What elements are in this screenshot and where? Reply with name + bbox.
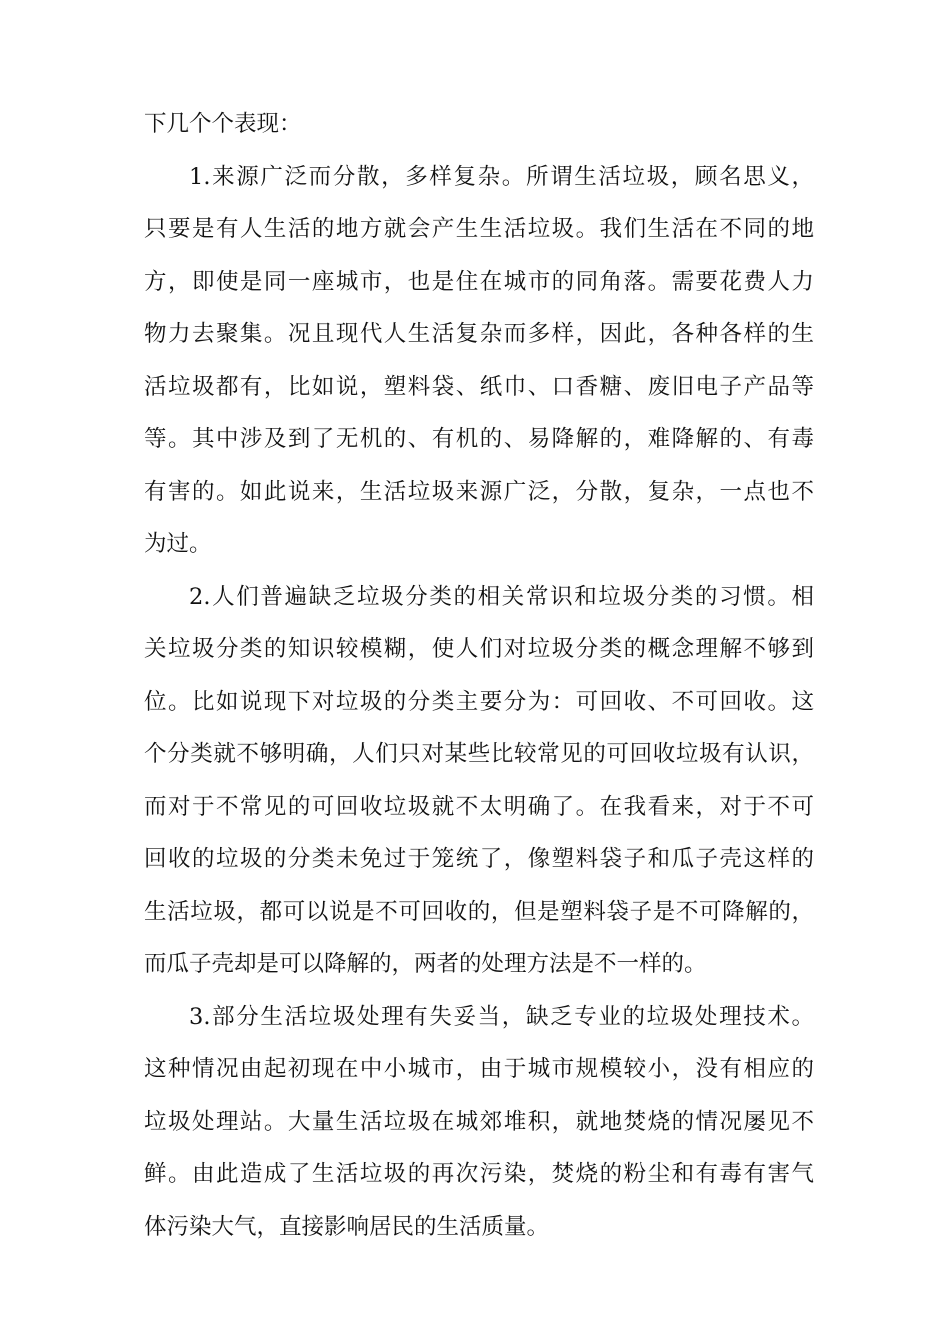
paragraph-line: 为过。 [144,531,212,557]
paragraph-line: 下几个个表现： [144,111,302,137]
paragraph-line: 位。比如说现下对垃圾的分类主要分为：可回收、不可回收。这 [144,688,814,715]
paragraph-line: 生活垃圾，都可以说是不可回收的，但是塑料袋子是不可降解的， [144,898,814,925]
paragraph-line: 1.来源广泛而分散，多样复杂。所谓生活垃圾，顾名思义， [189,163,814,190]
paragraph-classification [144,571,814,991]
paragraph-line: 活垃圾都有，比如说，塑料袋、纸巾、口香糖、废旧电子产品等 [144,373,814,400]
document-body [144,98,814,1253]
paragraph-line: 鲜。由此造成了生活垃圾的再次污染，焚烧的粉尘和有毒有害气 [144,1161,814,1187]
intro-paragraph [144,98,814,151]
paragraph-line: 等。其中涉及到了无机的、有机的、易降解的，难降解的、有毒 [144,426,814,452]
paragraph-line: 3.部分生活垃圾处理有失妥当，缺乏专业的垃圾处理技术。 [189,1003,814,1030]
paragraph-processing [144,991,814,1254]
paragraph-line: 有害的。如此说来，生活垃圾来源广泛，分散，复杂，一点也不 [144,478,814,505]
paragraph-line: 关垃圾分类的知识较模糊，使人们对垃圾分类的概念理解不够到 [144,636,814,662]
paragraph-line: 2.人们普遍缺乏垃圾分类的相关常识和垃圾分类的习惯。相 [189,583,814,610]
paragraph-line: 而对于不常见的可回收垃圾就不太明确了。在我看来，对于不可 [144,793,814,820]
paragraph-line: 物力去聚集。况且现代人生活复杂而多样，因此，各种各样的生 [144,321,814,347]
paragraph-line: 回收的垃圾的分类未免过于笼统了，像塑料袋子和瓜子壳这样的 [144,846,814,872]
paragraph-line: 这种情况由起初现在中小城市，由于城市规模较小，没有相应的 [144,1056,814,1082]
paragraph-line: 垃圾处理站。大量生活垃圾在城郊堆积，就地焚烧的情况屡见不 [144,1108,814,1135]
paragraph-line: 个分类就不够明确，人们只对某些比较常见的可回收垃圾有认识， [144,741,814,767]
paragraph-line: 只要是有人生活的地方就会产生生活垃圾。我们生活在不同的地 [144,216,814,242]
paragraph-line: 而瓜子壳却是可以降解的，两者的处理方法是不一样的。 [144,951,707,977]
paragraph-line: 方，即使是同一座城市，也是住在城市的同角落。需要花费人力 [144,268,814,295]
paragraph-line: 体污染大气，直接影响居民的生活质量。 [144,1213,550,1240]
paragraph-sources [144,151,814,571]
